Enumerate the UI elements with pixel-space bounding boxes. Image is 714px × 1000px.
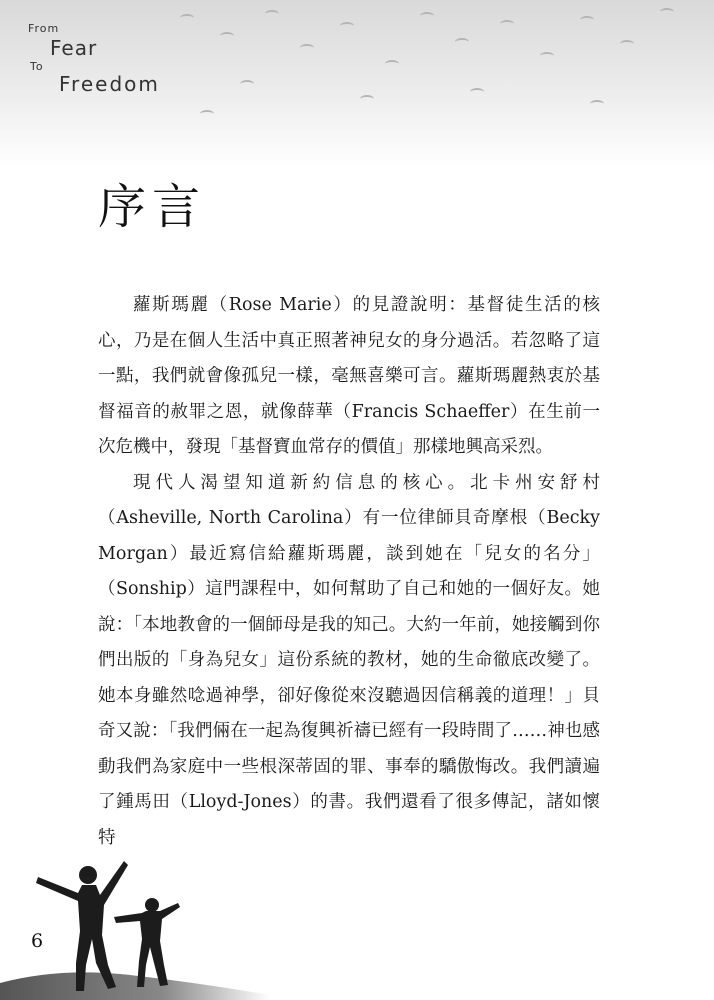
page-title: 序言: [98, 179, 207, 235]
bird-icon: [470, 88, 484, 96]
bird-icon: [420, 12, 434, 20]
bird-icon: [500, 20, 514, 28]
paragraph: 蘿斯瑪麗（Rose Marie）的見證說明：基督徒生活的核心，乃是在個人生活中真正照著神兒女的身分過活。若忽略了這一點，我們就會像孤兒一樣，毫無喜樂可言。蘿斯瑪麗熱衷於基督福音的赦罪之恩，就像薛華（Francis Schaeffer）在生前一次危機中，發現「基督寶血常存的價值」那樣地興高采烈。: [98, 295, 600, 457]
brand-from: From: [28, 22, 60, 35]
body-text: [98, 288, 600, 856]
paragraph: 現代人渴望知道新約信息的核心。北卡州安舒村（Asheville, North Carolina）有一位律師貝奇摩根（Becky Morgan）最近寫信給蘿斯瑪麗，談到她在「兒女的名分」（Sonship）這門課程中，如何幫助了自己和她的一個好友。她說：「本地教會的一個師母是我的知己。大約一年前，她接觸到你們出版的「身為兒女」這份系統的教材，她的生命徹底改變了。她本身雖然唸過神學，卻好像從來沒聽過因信稱義的道理！」貝奇又說：「我們倆在一起為復興祈禱已經有一段時間了……神也感動我們為家庭中一些根深蒂固的罪、事奉的驕傲悔改。我們讀遍了鍾馬田（Lloyd-Jones）的書。我們還看了很多傳記，諸如懷特: [98, 472, 600, 848]
bird-icon: [265, 10, 279, 18]
bird-icon: [340, 22, 354, 30]
bird-icon: [360, 95, 374, 103]
bird-icon: [200, 110, 214, 118]
bird-icon: [300, 44, 314, 52]
bird-icon: [385, 60, 399, 68]
bird-icon: [220, 32, 234, 40]
bird-icon: [660, 8, 674, 16]
bird-icon: [620, 40, 634, 48]
bird-icon: [540, 52, 554, 60]
bird-icon: [580, 16, 594, 24]
brand-to: To: [30, 60, 44, 73]
bird-icon: [240, 80, 254, 88]
page-number: 6: [31, 930, 44, 952]
brand-freedom: Freedom: [59, 72, 160, 96]
bird-icon: [180, 14, 194, 22]
children-silhouette-image: [0, 855, 270, 1000]
brand-fear: Fear: [50, 36, 98, 60]
bird-icon: [590, 100, 604, 108]
bird-icon: [455, 38, 469, 46]
